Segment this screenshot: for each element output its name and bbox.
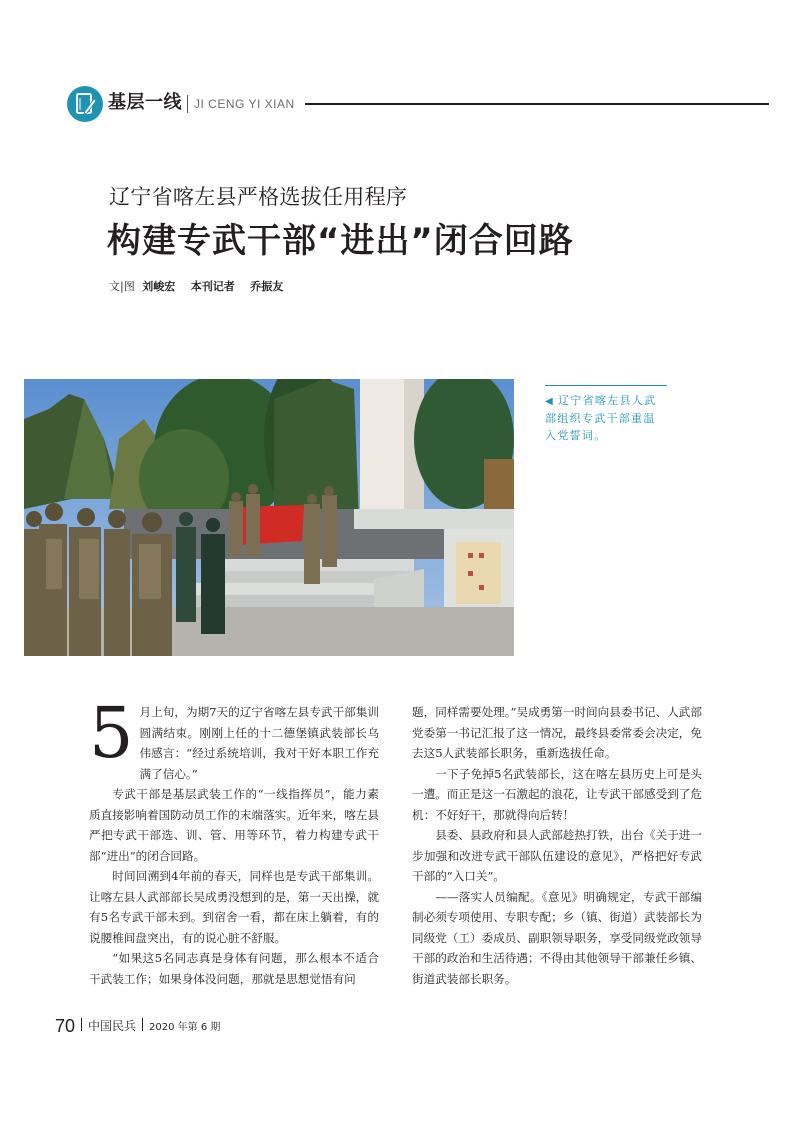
page-footer <box>55 1016 220 1038</box>
header-rule <box>305 103 769 105</box>
notebook-pen-icon <box>67 86 103 122</box>
paragraph-5: 题，同样需要处理。”吴成勇第一时间向县委书记、人武部党委第一书记汇报了这一情况，最终县委常委会决定，免去这5人武装部长职务，重新选拔任命。 <box>412 705 702 760</box>
paragraph-4: “如果这5名同志真是身体有问题，那么根本不适合干武装工作；如果身体没问题，那就是思想觉悟有问 <box>89 951 379 986</box>
byline-label: 文|图 <box>109 280 135 293</box>
article-subtitle: 辽宁省喀左县严格选拔任用程序 <box>109 185 408 209</box>
byline-author-1: 刘峻宏 <box>142 280 176 293</box>
issue-number: 2020 年第 6 期 <box>149 1022 221 1033</box>
body-column-1 <box>89 692 379 989</box>
article-photo <box>24 379 514 656</box>
paragraph-2: 专武干部是基层武装工作的“一线指挥员”，能力素质直接影响着国防动员工作的末端落实。近年来，喀左县严把专武干部选、训、管、用等环节，着力构建专武干部“进出”的闭合回路。 <box>89 787 379 863</box>
byline-author-2: 乔振友 <box>250 280 284 293</box>
photo-soldiers-oath-ceremony-icon <box>24 379 514 656</box>
section-separator <box>187 95 188 113</box>
paragraph-6: 一下子免掉5名武装部长，这在喀左县历史上可是头一遭。而正是这一石激起的浪花，让专武干部感受到了危机：不好好干，那就得向后转！ <box>412 766 702 822</box>
section-pinyin: JI CENG YI XIAN <box>194 97 295 111</box>
body-column-2 <box>412 702 702 989</box>
paragraph-8: ——落实人员编配。《意见》明确规定，专武干部编制必须专项使用、专职专配；乡（镇、街道）武装部长为同级党（工）委成员、副职领导职务，享受同级党政领导干部的政治和生活待遇；不得由其他领导干部兼任乡镇、街道武装部长职务。 <box>412 889 702 986</box>
paragraph-1-text: 月上旬，为期7天的辽宁省喀左县专武干部集训圆满结束。刚刚上任的十二德堡镇武装部长乌伟感言：“经过系统培训，我对干好本职工作充满了信心。” <box>139 705 379 781</box>
page-number: 70 <box>55 1016 76 1036</box>
magazine-name: 中国民兵 <box>88 1019 137 1033</box>
drop-cap: 5 <box>89 692 134 774</box>
paragraph-7: 县委、县政府和县人武部趁热打铁，出台《关于进一步加强和改进专武干部队伍建设的意见》，严格把好专武干部的“入口关”。 <box>412 828 702 883</box>
article-title: 构建专武干部“进出”闭合回路 <box>107 221 574 261</box>
paragraph-1 <box>89 692 379 784</box>
photo-caption <box>545 385 667 444</box>
caption-body: 辽宁省喀左县人武部组织专武干部重温入党誓词。 <box>545 394 657 442</box>
paragraph-3: 时间回溯到4年前的春天，同样也是专武干部集训。让喀左县人武部部长吴成勇没想到的是，第一天出操，就有5名专武干部未到。到宿舍一看，都在床上躺着，有的说腰椎间盘突出，有的说心脏不舒服。 <box>89 869 379 945</box>
byline-role: 本刊记者 <box>190 280 235 293</box>
section-title: 基层一线 <box>108 92 182 113</box>
caption-arrow-icon: ◀ <box>545 396 554 407</box>
caption-text <box>545 392 667 444</box>
byline <box>109 279 295 295</box>
